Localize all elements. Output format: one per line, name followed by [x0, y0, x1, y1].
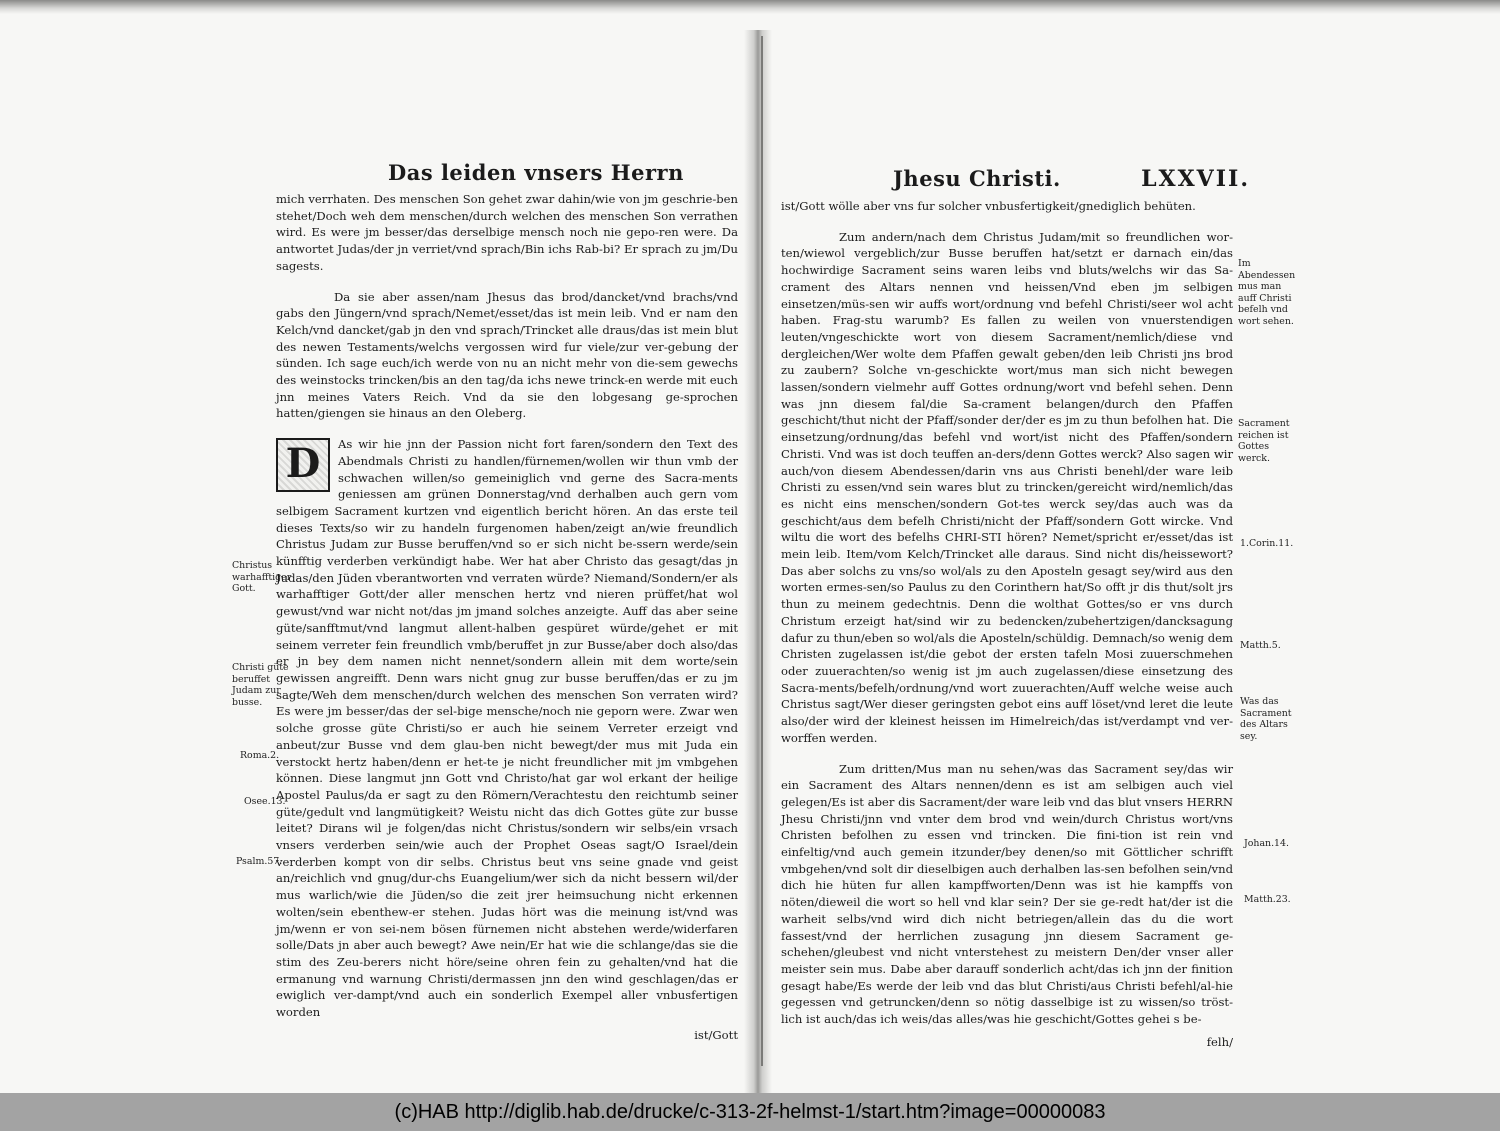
margin-note-right-1: Im Abendessen mus man auff Christi befelh vnd wort sehen.: [1238, 258, 1296, 327]
right-paragraph-3: Zum dritten/Mus man nu sehen/was das Sacrament sey/das wir ein Sacrament des Altars nennen/denn es ist am selbigen auch viel gelegen/Es ist aber dis Sacrament/der ware leib vnd das blut vnsers HERRN Jhesu Christi/jnn vnd vnter dem brod vnd wein/durch Christus wort/vns Christen befolhen zu essen vnd trincken. Die fini-tion ist rein vnd einfeltig/vnd auch gemein itzunder/bey denen/so mit Göttlicher schrifft vmbgehen/vnd solt dir dieselbigen auch derhalben las-sen befolhen sein/vnd dich hie hüten fur allen kampffworten/Denn was ist hie kampffs von nöten/dieweil die wort so hell vnd klar sein? Der sie ge-redt hat/der ist die warheit selbs/vnd wird dich nicht betriegen/allein das du die wort fassest/vnd der herrlichen zusagung jnn diesem Sacrament ge-schehen/gleubest vnd nicht vnterstehest zu meistern Den/der vnser aller meister sein mus. Dabe aber darauff sonderlich acht/das ich jnn der finition gesagt habe/Es werde der leib vnd das blut Christi/aus Christi befehl/al-hie gegessen vnd getruncken/denn so nötig dasselbige ist zu wissen/so tröst-lich ist auch/das ich weis/das alles/was hie geschicht/Gottes gehei s be-: [781, 761, 1233, 1027]
left-paragraph-3-wrap: [276, 436, 738, 1021]
margin-note-right-3: 1.Corin.11.: [1240, 538, 1294, 549]
left-catchword: ist/Gott: [694, 1027, 738, 1042]
left-page: [228, 160, 748, 1043]
margin-note-left-4: Osee.13.: [244, 796, 286, 807]
margin-note-left-2: Christi güte beruffet Judam zur busse.: [232, 662, 289, 708]
left-running-head: Das leiden vnsers Herrn: [388, 160, 684, 185]
right-catchword: felh/: [1206, 1034, 1233, 1049]
right-paragraph-2: Zum andern/nach dem Christus Judam/mit so freundlichen wor-ten/wiewol vergeblich/zur Busse beruffen hat/setzt er darnach ein/das hochwirdige Sacrament seins waren leibs vnd bluts/welchs wir das Sa-crament des Altars nennen vnd heissen/Vnd eben jm selbigen einsetzen/müs-sen wir auffs wort/ordnung vnd befehl Christi/seer wol acht haben. Frag-stu warumb? Es fallen zu weilen von vnuerstendigen leuten/vngeschickte wort von diesem Sacrament/nemlich/diese vnd dergleichen/Wer wolte dem Pfaffen gewalt geben/den leib Christi jns brod zu zaubern? Solche vn-geschickte wort/mus man sich nicht bewegen lassen/sondern vielmehr auff Gottes ordnung/wort vnd befehl sehen. Denn was jnn diesem fal/die Sa-crament belangen/durch den Pfaffen geschicht/thut nicht der Pfaff/sonder der/der es jm zu thun befolhen hat. Die einsetzung/ordnung/das befehl vnd wort/ist nicht des Pfaffen/sondern Christi. Vnd was ist doch teuffen an-ders/denn Gottes werck? Also sagen wir auch/von diesem Abendessen/darin vns aus Christi benehl/der ware leib Christi zu essen/vnd sein wares blut zu trincken/gereicht wird/nemlich/das es nicht eins menschen/sondern Got-tes werck sey/das auch was da geschicht/aus dem befelh Christi/nicht der Pfaff/sondern Gott wircke. Vnd wiltu die wort des befelhs CHRI-STI hören? Nemet/spricht er/esset/das ist mein leib. Item/vom Kelch/Trincket alle daraus. Sind nicht dis/heissewort? Das aber solchs zu vns/so wol/als zu den Aposteln gesagt sey/wird aus den worten ermes-sen/so Paulus zu den Corinthern hat/So offt jr dis thut/solt jrs thun zu meinem gedechtnis. Denn die wolthat Gottes/so er vns durch Christum erzeigt hat/sind wir zu bedencken/zubehertzigen/dancksagung dafur zu thun/eben so wol/als die Aposteln/schüldig. Demnach/so wenig dem Christen zugelassen ist/die gebot der ersten tafeln Mosi zuuerschmehen oder zuuerachten/so wenig ist jm auch zugelassen/diese einsetzung des Sacra-ments/befelh/ordnung/vnd wort zuuerachten/Auff welche weise auch Christus sagt/Wer dieser geringsten gebot eins auff löset/vnd leret die leute also/der wird der kleinest heissen im Himelreich/das ist/verdampt vnd ver-worffen werden.: [781, 229, 1233, 745]
left-paragraph-1: mich verrhaten. Des menschen Son gehet zwar dahin/wie von jm geschrie-ben stehet/Doch weh dem menschen/durch welchen des menschen Son verrathen wird. Es were jm besser/das derselbige mensch noch nie gepo-ren were. Da antwortet Judas/der jn verriet/vnd sprach/Bin ichs Rab-bi? Er sprach zu jm/Du sagests.: [276, 192, 738, 273]
right-running-head: Jhesu Christi.: [893, 166, 1061, 191]
right-paragraph-1: ist/Gott wölle aber vns fur solcher vnbusfertigkeit/gnediglich behüten.: [781, 199, 1196, 213]
left-paragraph-3: As wir hie jnn der Passion nicht fort faren/sondern den Text des Abendmals Christi zu handlen/fürnemen/wollen wir thun vmb der schwachen willen/so gemeiniglich vnd gerne des Sacra-ments geniessen am grünen Donnerstag/vnd derhalben auch gern vom selbigem Sacrament kurtzen vnd eigentlich bericht hören. An das erste teil dieses Texts/so wir zu handeln furgenomen haben/zeigt an/wie freundlich Christus Judam zur Busse beruffen/vnd so er sich nicht be-ssern werde/sein künfftig verderben verkündigt habe. Wer hat aber Christo das gesagt/das jn Judas/den Jüden vberantworten vnd verraten würde? Niemand/Sondern/er als warhafftiger Gott/der aller menschen hertz vnd nieren prüffet/hat wol gewust/vnd war nicht not/das jm jmand solches anzeigte. Auff das aber seine güte/sanfftmut/vnd langmut allent-halben gespüret würde/gehet er mit seinem verreter fein freundlich vmb/beruffet jn zur Busse/aber doch also/das er jn bey dem namen nicht nennet/sondern allein mit dem worte/sein gewissen angreifft. Denn wars nicht gnug zur busse beruffen/das er zu jm sagte/Weh dem menschen/durch welchen des menschen Son verraten wird? Es were jm besser/das der sel-bige mensche/noch nie geporn were. Zwar wen solche grosse güte Christi/so er auch hie seinem Verreter erzeigt vnd anbeut/zur Busse vnd dem glau-ben nicht bewegt/der mus mit Juda ein verstockt hertz haben/denn er het-te je nicht freundlicher mit jm vmbgehen können. Diese langmut jnn Gott vnd Christo/hat gar wol erkant der heilige Apostel Paulus/da er sagt zu den Römern/Verachtestu den reichtumb seiner güte/gedult vnd langmütigkeit? Weistu nicht das dich Gottes güte zur busse leitet? Dirans wil je folgen/das nicht Christus/sondern wir selbs/ein vrsach vnsers verderben sein/wie auch der Prophet Oseas sagt/O Israel/dein verderben kompt von dir selbs. Christus beut vns seine gnade vnd geist an/reichlich vnd gnug/dur-chs Euangelium/wer sich da nicht bessern wil/der mus warlich/wie die Jüden/so die zeit jrer heimsuchung nicht erkennen wolten/sein ebenthew-er stehen. Judas hört was die meinung ist/vnd was jm/wenn er von sei-nem bösen fürnemen nicht abstehen werde/widerfaren solle/Dats jn aber auch bewegt? Awe nein/Er hat wie die schlange/das sie die stim des Zeu-berers nicht höre/seine ohren fein zu gehalten/vnd hat die ermanung vnd warnung Christi/dermassen jnn den wind geschlagen/das er ewiglich ver-dampt/vnd auch ein sonderlich Exempel aller vnbusfertigen worden: [276, 437, 738, 1020]
folio-number: LXXVII.: [1141, 166, 1250, 192]
margin-note-left-3: Roma.2.: [240, 750, 280, 761]
margin-note-right-2: Sacrament reichen ist Gottes werck.: [1238, 418, 1290, 464]
margin-note-left-1: Christus warhafftiger Gott.: [232, 560, 292, 594]
margin-note-right-6: Johan.14.: [1244, 838, 1289, 849]
margin-note-right-4: Matth.5.: [1240, 640, 1281, 651]
copyright-footer: (c)HAB http://diglib.hab.de/drucke/c-313-2f-helmst-1/start.htm?image=00000083: [0, 1093, 1500, 1131]
book-gutter: [744, 30, 772, 1093]
gutter-line: [761, 36, 763, 1066]
margin-note-right-5: Was das Sacrament des Altars sey.: [1240, 696, 1292, 742]
right-running-head-row: [775, 166, 1320, 192]
margin-note-left-5: Psalm.57.: [236, 856, 283, 867]
top-edge-shadow: [0, 0, 1500, 14]
decorated-initial: D: [276, 438, 330, 492]
margin-note-right-7: Matth.23.: [1244, 894, 1291, 905]
left-paragraph-2: Da sie aber assen/nam Jhesus das brod/dancket/vnd brachs/vnd gabs den Jüngern/vnd sprach/Nemet/esset/das ist mein leib. Vnd er nam den Kelch/vnd dancket/gab jn den vnd sprach/Trincket alle draus/das ist mein blut des newen Testaments/welchs vergossen wird fur viele/zur ver-gebung der sünden. Ich sage euch/ich werde von nu an nicht mehr von die-sem gewechs des weinstocks trincken/bis an den tag/da ichs newe trinck-en werde mit euch jnn meines Vaters Reich. Vnd da sie den lobgesang ge-sprochen hatten/giengen sie hinaus an den Oleberg.: [276, 289, 738, 421]
